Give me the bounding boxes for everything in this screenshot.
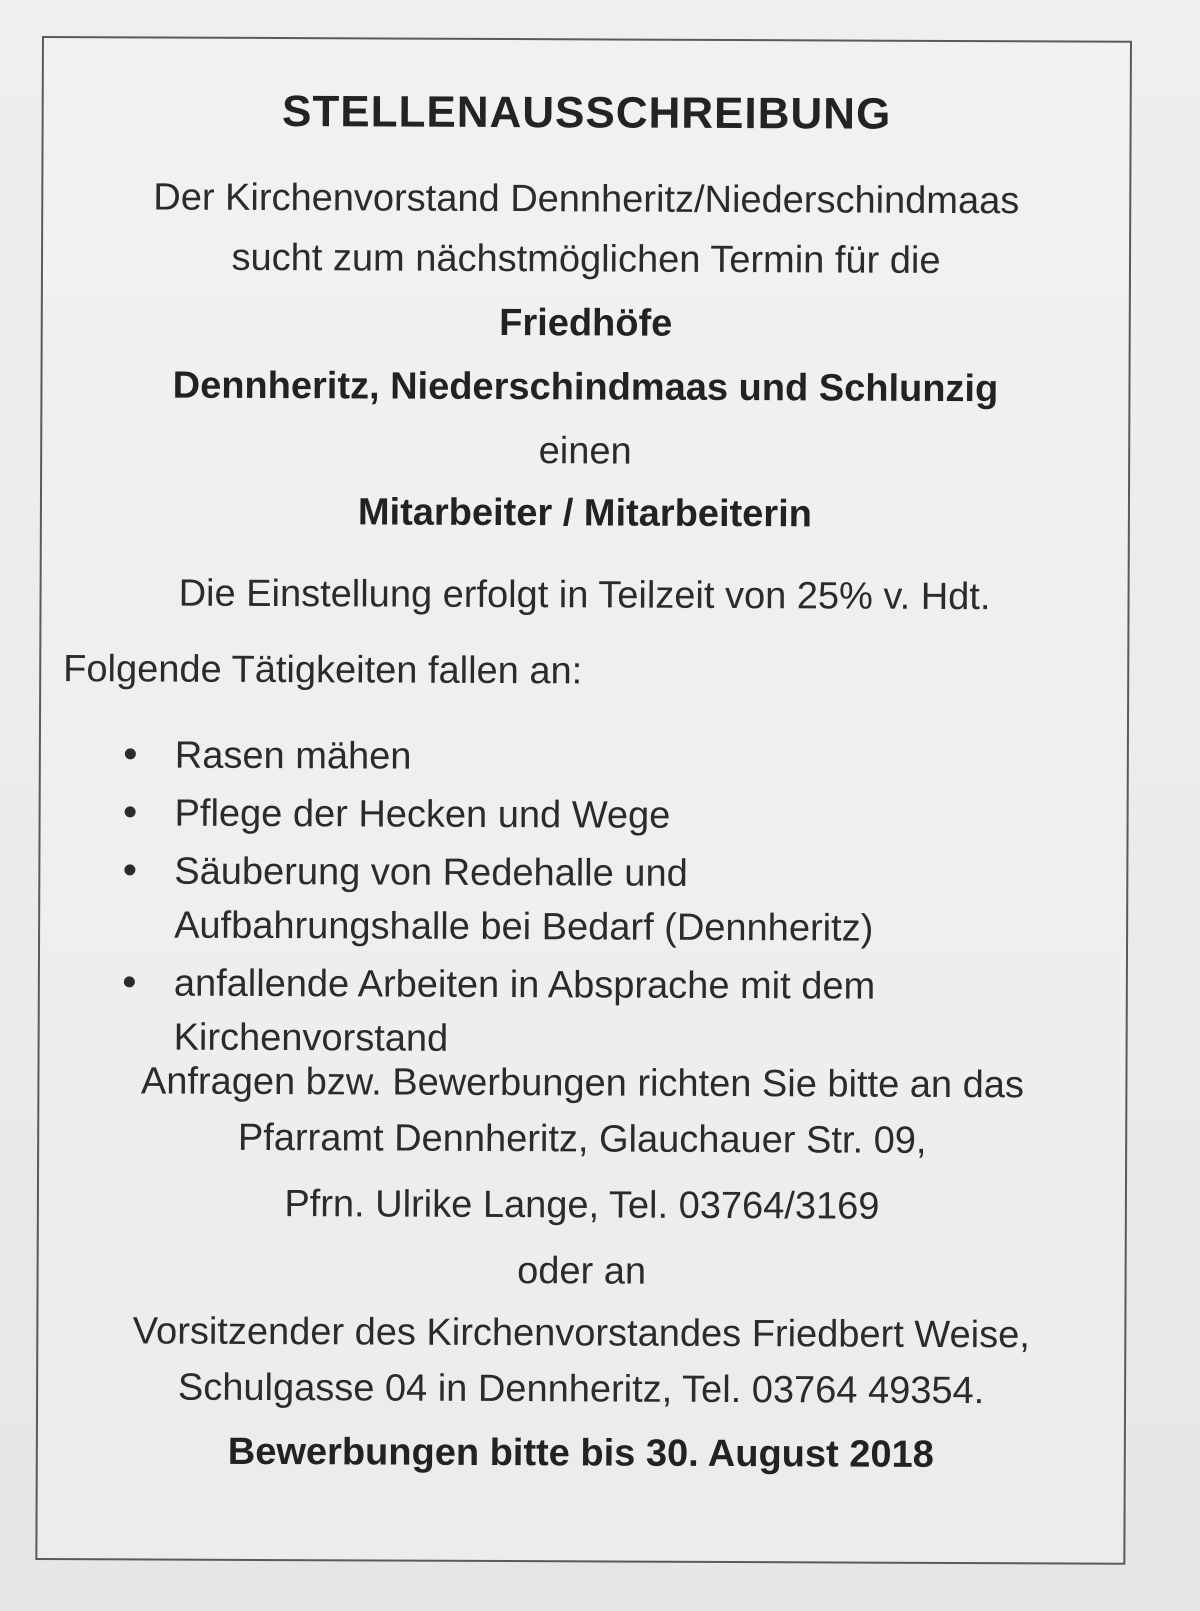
contact-line-4: Vorsitzender des Kirchenvorstandes Friedbert Weise,	[132, 1310, 1030, 1357]
heading-line-2: Dennheritz, Niederschindmaas und Schlunzig	[172, 364, 999, 411]
employment-terms: Die Einstellung erfolgt in Teilzeit von 25% v. Hdt.	[178, 572, 991, 619]
task-item	[118, 956, 1068, 1068]
task-text: Pflege der Hecken und Wege	[174, 792, 671, 837]
bullet-icon	[124, 864, 135, 875]
contact-line-3: Pfrn. Ulrike Lange, Tel. 03764/3169	[284, 1183, 880, 1228]
position-title: Mitarbeiter / Mitarbeiterin	[357, 491, 812, 536]
task-text: Säuberung von Redehalle und	[174, 850, 688, 895]
task-text: anfallende Arbeiten in Absprache mit dem	[173, 962, 876, 1008]
application-deadline: Bewerbungen bitte bis 30. August 2018	[227, 1430, 934, 1476]
intro-line-2: sucht zum nächstmöglichen Termin für die	[231, 236, 941, 282]
contact-line-1: Anfragen bzw. Bewerbungen richten Sie bitte an das	[140, 1060, 1025, 1107]
tasks-heading: Folgende Tätigkeiten fallen an:	[63, 648, 583, 693]
bullet-icon	[125, 806, 136, 817]
task-text: Kirchenvorstand	[173, 1016, 449, 1060]
task-item	[119, 728, 1069, 786]
notice-title: STELLENAUSSCHREIBUNG	[281, 87, 892, 139]
contact-line-2: Pfarramt Dennheritz, Glauchauer Str. 09,	[237, 1116, 927, 1162]
job-notice-frame	[35, 36, 1132, 1565]
task-text: Rasen mähen	[174, 734, 412, 778]
task-item	[118, 786, 1068, 844]
connector-text: einen	[538, 430, 632, 473]
contact-or: oder an	[517, 1250, 647, 1293]
task-list	[117, 728, 1068, 1072]
task-item	[118, 844, 1068, 956]
intro-line-1: Der Kirchenvorstand Dennheritz/Niederschindmaas	[153, 176, 1020, 223]
bullet-icon	[124, 976, 135, 987]
contact-line-5: Schulgasse 04 in Dennheritz, Tel. 03764 49354.	[177, 1366, 985, 1413]
task-text: Aufbahrungshalle bei Bedarf (Dennheritz)	[174, 904, 874, 950]
heading-line-1: Friedhöfe	[499, 301, 673, 345]
bullet-icon	[125, 748, 136, 759]
